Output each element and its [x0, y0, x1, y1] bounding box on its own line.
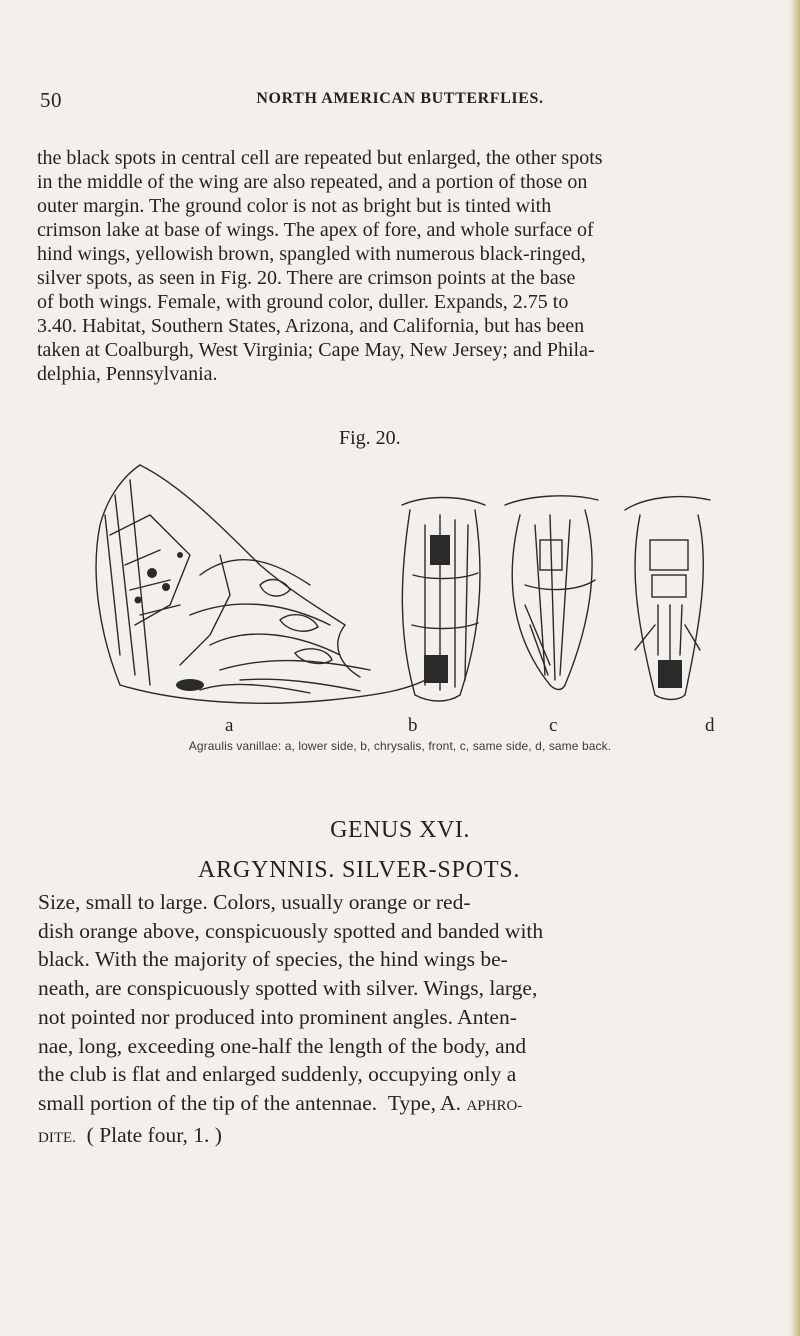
text-line: outer margin. The ground color is not as bright but is tinted with: [37, 195, 552, 217]
butterfly-wing-drawing: [96, 465, 435, 703]
figure-panel-letters: [0, 715, 800, 737]
wing-spots: [135, 552, 205, 691]
chrysalis-front-drawing: [402, 498, 485, 702]
species-name-part1: APHRO-: [466, 1097, 523, 1114]
page-header: [40, 88, 760, 112]
panel-letter-c: c: [549, 715, 558, 736]
genus-heading: GENUS XVI.: [330, 817, 470, 843]
text-line: of both wings. Female, with ground color, duller. Expands, 2.75 to: [37, 291, 569, 313]
text-line: [38, 1089, 768, 1121]
text-line: [38, 1121, 768, 1153]
butterfly-chrysalis-engraving: [80, 455, 720, 715]
text-line: 3.40. Habitat, Southern States, Arizona, and California, but has been: [37, 315, 585, 337]
text-line: in the middle of the wing are also repeated, and a portion of those on: [37, 171, 588, 193]
figure-20-illustration: [80, 455, 720, 715]
genus-name: ARGYNNIS. SILVER-SPOTS.: [198, 857, 521, 883]
page-number: 50: [40, 88, 62, 112]
chrysalis-side-drawing: [505, 496, 598, 690]
type-label: Type,: [387, 1090, 436, 1115]
text-line: not pointed nor produced into prominent angles. Anten-: [38, 1004, 517, 1029]
plate-reference: ( Plate four, 1. ): [86, 1122, 222, 1147]
panel-letter-d: d: [705, 715, 715, 736]
chrysalis-back-drawing: [625, 497, 710, 700]
text-line: delphia, Pennsylvania.: [37, 363, 218, 385]
text-line: the black spots in central cell are repeated but enlarged, the other spots: [37, 147, 603, 169]
figure-label: Fig. 20.: [339, 427, 401, 449]
paragraph-genus-description: [38, 888, 768, 1152]
text-line: taken at Coalburgh, West Virginia; Cape May, New Jersey; and Phila-: [37, 339, 595, 361]
species-abbrev: A.: [440, 1090, 462, 1115]
text-line: black. With the majority of species, the hind wings be-: [38, 947, 508, 972]
text-line: neath, are conspicuously spotted with silver. Wings, large,: [38, 976, 538, 1001]
paragraph-species-description: [37, 146, 767, 386]
text-line: the club is flat and enlarged suddenly, occupying only a: [38, 1062, 517, 1087]
text-line: Size, small to large. Colors, usually orange or red-: [38, 890, 471, 914]
book-spine-edge: [788, 0, 800, 1336]
panel-letter-b: b: [408, 715, 418, 736]
species-name-part2: DITE.: [38, 1129, 76, 1146]
figure-caption: Agraulis vanillae: a, lower side, b, chrysalis, front, c, same side, d, same back.: [188, 739, 612, 753]
text-line: crimson lake at base of wings. The apex of fore, and whole surface of: [37, 219, 594, 241]
text-line: hind wings, yellowish brown, spangled with numerous black-ringed,: [37, 243, 586, 265]
running-head: NORTH AMERICAN BUTTERFLIES.: [256, 90, 544, 107]
text-line: silver spots, as seen in Fig. 20. There are crimson points at the base: [37, 267, 576, 289]
text-line-part: small portion of the tip of the antennae.: [38, 1090, 378, 1115]
panel-letter-a: a: [225, 715, 234, 736]
text-line: nae, long, exceeding one-half the length of the body, and: [38, 1033, 527, 1058]
text-line: dish orange above, conspicuously spotted and banded with: [38, 918, 544, 943]
